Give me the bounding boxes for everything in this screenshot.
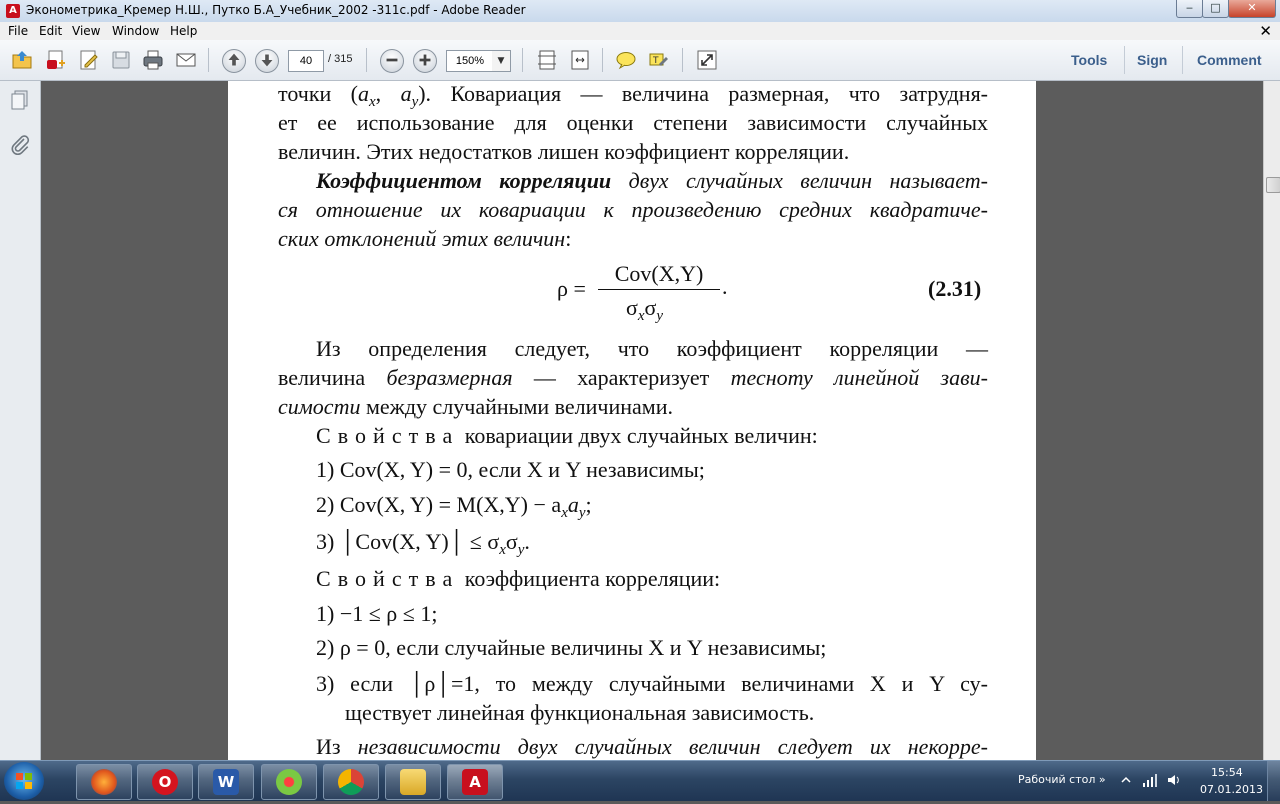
page-number-input[interactable]: 40 (288, 50, 324, 72)
menu-window[interactable]: Window (112, 24, 160, 38)
list-item: 2) ρ = 0, если случайные величины X и Y независимы; (316, 635, 827, 660)
edit-document-icon[interactable] (77, 48, 101, 72)
list-item-continuation: ществует линейная функциональная зависимость. (345, 700, 815, 725)
zoom-in-button[interactable] (413, 49, 437, 73)
zoom-level-select[interactable]: 150% (446, 50, 494, 72)
print-icon[interactable] (141, 48, 165, 72)
text-line: величин. Этих недостатков лишен коэффициент корреляции. (278, 139, 850, 164)
save-icon[interactable] (109, 48, 133, 72)
previous-page-button[interactable] (222, 49, 246, 73)
icq-flower-icon (276, 769, 302, 795)
toolbar-divider (1124, 46, 1125, 74)
open-icon[interactable] (10, 48, 34, 72)
show-hidden-icons-icon[interactable] (1121, 775, 1131, 785)
text-line: точки ($a_x$, $a_y$). Ковариация — величина размерная, что затрудня- (278, 81, 989, 110)
toolbar-divider (602, 48, 603, 72)
formula-denominator: $\sigma_x\sigma_y$ (626, 295, 664, 324)
section-heading: Свойства ковариации двух случайных величин: (316, 423, 818, 448)
fraction-bar (598, 289, 720, 290)
toolbar-divider (366, 48, 367, 72)
attachments-icon[interactable] (9, 133, 31, 155)
sticky-note-icon[interactable] (614, 48, 638, 72)
text-line: Из определения следует, что коэффициент корреляции — (316, 336, 988, 361)
arrow-down-icon (257, 50, 277, 70)
plus-icon (415, 50, 435, 70)
toolbar-chevron-icon[interactable]: » (1098, 773, 1106, 786)
page-total: / 315 (328, 53, 353, 65)
email-icon[interactable] (174, 48, 198, 72)
menu-bar (0, 22, 1280, 40)
fit-page-icon[interactable] (535, 48, 559, 72)
menu-help[interactable]: Help (170, 24, 198, 38)
formula-lhs: ρ = (557, 276, 586, 301)
document-viewport[interactable] (41, 81, 1263, 761)
list-item: 1) −1 ≤ ρ ≤ 1; (316, 601, 438, 626)
list-item: 2) Cov(X, $Y) = M(X,Y) - a_xa_y$; (316, 492, 592, 521)
toolbar-divider (682, 48, 683, 72)
list-item: 3) │Cov(X, Y)│ ≤ $\sigma_x\sigma_y$. (316, 529, 530, 558)
highlight-text-icon[interactable] (647, 48, 671, 72)
section-heading: Свойства коэффициента корреляции: (316, 566, 721, 591)
adobe-reader-icon: A (462, 769, 488, 795)
list-item: 3) если │ρ│=1, то между случайными величинами X и Y су- (316, 671, 988, 696)
close-button[interactable]: ✕ (1228, 0, 1276, 18)
text-line: Из независимости двух случайных величин следует их некорре- (316, 734, 988, 759)
toolbar-divider (1182, 46, 1183, 74)
taskbar (0, 760, 1280, 801)
opera-icon: O (152, 769, 178, 795)
minimize-button[interactable]: ‒ (1176, 0, 1203, 18)
title-bar (0, 0, 1280, 23)
pdf-page (228, 81, 1036, 761)
full-screen-icon[interactable] (695, 48, 719, 72)
svg-text:T: T (653, 56, 659, 66)
windows-logo-icon (4, 762, 44, 800)
document-close-button[interactable]: ✕ (1259, 22, 1272, 40)
taskbar-adobe-reader[interactable] (447, 764, 503, 800)
zoom-out-button[interactable] (380, 49, 404, 73)
chrome-icon (338, 769, 364, 795)
menu-view[interactable]: View (72, 24, 101, 38)
word-icon: W (213, 769, 239, 795)
list-item: 1) Cov(X, Y) = 0, если X и Y независимы; (316, 457, 705, 482)
menu-file[interactable]: File (8, 24, 29, 38)
text-line: симости между случайными величинами. (278, 394, 673, 419)
create-pdf-icon[interactable] (44, 48, 68, 72)
comment-pane-button[interactable]: Comment (1197, 52, 1262, 68)
formula-numerator: Cov(X,Y) (614, 261, 704, 286)
desktop-toolbar-label[interactable]: Рабочий стол » (1018, 773, 1106, 786)
clock-time[interactable]: 15:54 (1211, 766, 1243, 779)
fit-width-icon[interactable] (568, 48, 592, 72)
adobe-reader-icon: A (6, 4, 20, 18)
minus-icon (382, 50, 402, 70)
folder-icon (400, 769, 426, 795)
network-signal-icon[interactable] (1142, 772, 1158, 788)
firefox-icon (91, 769, 117, 795)
taskbar-explorer[interactable] (385, 764, 441, 800)
chevron-down-icon[interactable]: ▼ (492, 50, 511, 72)
toolbar-divider (208, 48, 209, 72)
scrollbar-thumb[interactable] (1266, 177, 1280, 193)
window-title: Эконометрика_Кремер Н.Ш., Путко Б.А_Учебник_2002 -311с.pdf - Adobe Reader (26, 3, 526, 17)
maximize-button[interactable]: □ (1202, 0, 1229, 18)
definition-line: ских отклонений этих величин: (278, 226, 572, 251)
taskbar-chrome[interactable] (323, 764, 379, 800)
sign-pane-button[interactable]: Sign (1137, 52, 1168, 68)
arrow-up-icon (224, 50, 244, 70)
taskbar-opera[interactable] (137, 764, 193, 800)
taskbar-firefox[interactable] (76, 764, 132, 800)
clock-date[interactable]: 07.01.2013 (1200, 783, 1263, 796)
definition-line: ся отношение их ковариации к произведению средних квадратиче- (278, 197, 988, 222)
text-line: величина безразмерная — характеризует тесноту линейной зави- (278, 365, 989, 390)
show-desktop-button[interactable] (1267, 761, 1280, 801)
text-line: ет ее использование для оценки степени зависимости случайных (278, 110, 988, 135)
menu-edit[interactable]: Edit (39, 24, 63, 38)
tools-pane-button[interactable]: Tools (1071, 52, 1108, 68)
taskbar-icq[interactable] (261, 764, 317, 800)
definition-line: Коэффициентом корреляции двух случайных величин называет- (316, 168, 988, 193)
page-thumbnails-icon[interactable] (9, 89, 31, 111)
start-button[interactable] (4, 762, 44, 800)
volume-icon[interactable] (1166, 772, 1182, 788)
vertical-scrollbar[interactable] (1263, 81, 1280, 761)
toolbar-divider (522, 48, 523, 72)
taskbar-word[interactable] (198, 764, 254, 800)
formula-dot: . (722, 274, 728, 299)
next-page-button[interactable] (255, 49, 279, 73)
equation-number: (2.31) (928, 276, 982, 301)
navigation-panel (0, 81, 41, 761)
